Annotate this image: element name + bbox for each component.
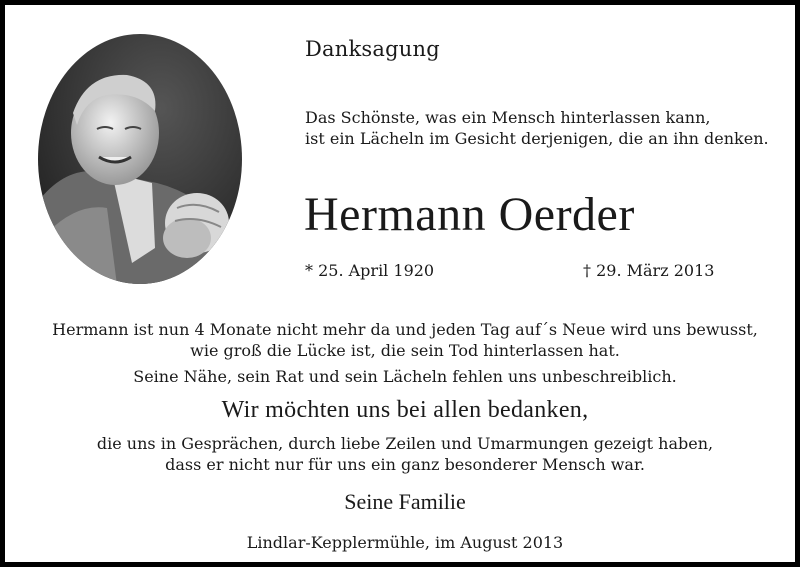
death-date: † 29. März 2013 [583,261,715,280]
birth-date: * 25. April 1920 [305,261,435,280]
portrait-photo [37,33,243,285]
paragraph-line: Hermann ist nun 4 Monate nicht mehr da und jeden Tag auf´s Neue wird uns bewusst, [52,320,758,339]
quote-line: Das Schönste, was ein Mensch hinterlassen kann, [305,108,711,127]
thanks-heading: Wir möchten uns bei allen bedanken, [221,397,589,423]
place-date: Lindlar-Kepplermühle, im August 2013 [246,533,564,552]
deceased-name: Hermann Oerder [304,188,635,241]
paragraph-line: wie groß die Lücke ist, die sein Tod hinterlassen hat. [190,341,620,360]
paragraph-3 [5,433,800,475]
paragraph-1 [5,319,800,361]
quote-line: ist ein Lächeln im Gesicht derjenigen, die an ihn denken. [305,129,769,148]
signature: Seine Familie [344,489,466,514]
quote [305,107,769,149]
paragraph-line: die uns in Gesprächen, durch liebe Zeilen und Umarmungen gezeigt haben, [96,434,714,453]
heading: Danksagung [305,37,440,61]
paragraph-2: Seine Nähe, sein Rat und sein Lächeln fehlen uns unbeschreiblich. [133,367,677,386]
paragraph-line: dass er nicht nur für uns ein ganz besonderer Mensch war. [165,455,645,474]
